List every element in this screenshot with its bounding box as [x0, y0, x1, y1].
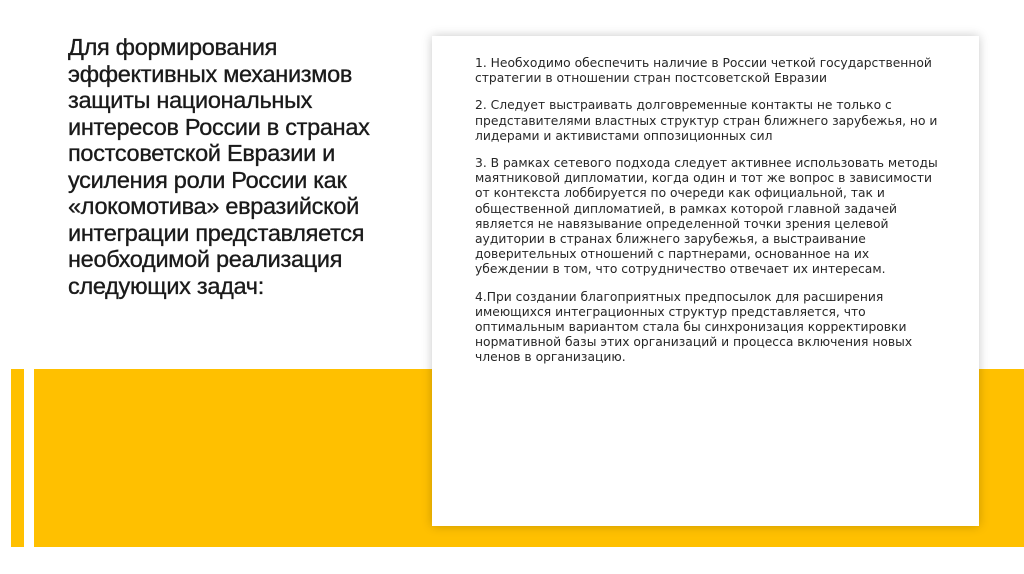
accent-strip-left	[11, 369, 24, 547]
slide-title: Для формирования эффективных механизмов защиты национальных интересов России в странах постсоветской Евразии и усиления роли России как «локомотива» евразийской интеграции представляется необходимой реализация следующих задач:	[68, 34, 370, 299]
task-item-3: 3. В рамках сетевого подхода следует активнее использовать методы маятниковой дипломатии, когда один и тот же вопрос в зависимости от контекста лоббируется по очереди как официальной, так и общественной дипломатией, в рамках которой главной задачей является не навязывание определенной точки зрения целевой аудитории в странах ближнего зарубежья, а выстраивание доверительных отношений с партнерами, основанное на их убеждении в том, что сотрудничество отвечает их интересам.	[475, 156, 938, 277]
content-card	[432, 36, 979, 526]
task-item-2: 2. Следует выстраивать долговременные контакты не только с представителями властных структур стран ближнего зарубежья, но и лидерами и активистами оппозиционных сил	[475, 98, 938, 143]
task-item-1: 1. Необходимо обеспечить наличие в России четкой государственной стратегии в отношении стран постсоветской Евразии	[475, 56, 932, 86]
task-item-4: 4.При создании благоприятных предпосылок для расширения имеющихся интеграционных структур представляется, что оптимальным вариантом стала бы синхронизация корректировки нормативной базы этих организаций и процесса включения новых членов в организацию.	[475, 289, 913, 365]
